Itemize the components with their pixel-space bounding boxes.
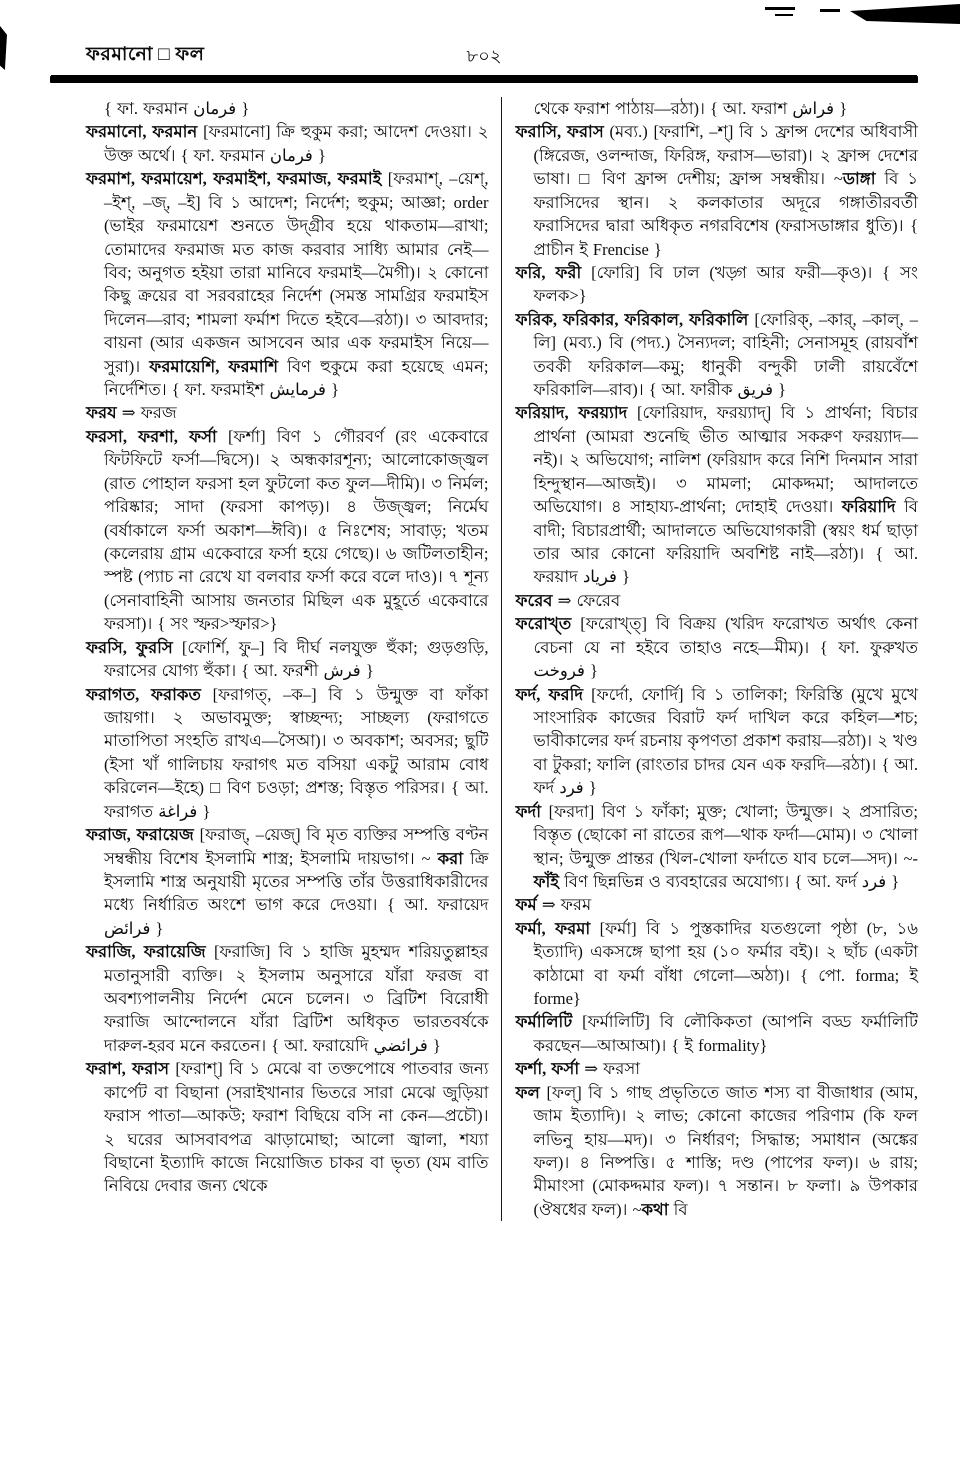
dictionary-entry (86, 683, 489, 824)
dictionary-entry (516, 589, 919, 612)
entry-text: (মব্য.) [ফরাশি, –শ্] বি ১ ফ্রান্স দেশের অধিবাসী (ঙ্গিরেজ, ওলন্দাজ, ফিরিঙ্গ, ফরাস—ভারা)। ২ ফ্রান্স দেশের ভাষা। □ বিণ ফ্রান্স দেশীয়; ফ্রান্স সম্বন্ধীয়। ~ (533, 122, 919, 189)
headword: ফরাজি, ফরায়েজি (86, 942, 206, 962)
headword: ফর্দ, ফরদি (515, 684, 584, 704)
entry-text: বি বাদী; বিচারপ্রার্থী; আদালতে অভিযোগকারী (স্বয়ং ধর্ম ছাড়া তার আর কোনো ফরিয়াদি অবশিষ্ট নাই—রঠা)। { আ. ফরয়াদ فرياد } (533, 497, 918, 587)
entry-text: ক্রি ইসলামি শাস্ত্র অনুযায়ী মৃতের সম্পত্তি তাঁর উত্তরাধিকারীদের মধ্যে নির্ধারিত অংশে ভাগ করে দেওয়া। { আ. ফরায়েদ فرائض } (104, 848, 489, 938)
page-header (50, 40, 918, 74)
dictionary-entry (86, 120, 489, 167)
dictionary-entry (516, 683, 919, 800)
headword: ফরমায়েশি, ফরমাশি (149, 356, 278, 376)
dictionary-entry (86, 401, 489, 424)
dictionary-entry (516, 1081, 919, 1222)
guide-word: ফরমানো □ ফল (86, 44, 205, 65)
entry-text: ⇒ ফরজ (116, 403, 177, 423)
dictionary-entry (86, 425, 489, 636)
entry-text: [ফরাগত্, –ক–] বি ১ উন্মুক্ত বা ফাঁকা জায়গা। ২ অভাবমুক্ত; স্বাচ্ছন্দ্য; সাচ্ছল্য (ফরাগতে মাতাপিতা সংহতি রাখএ—সৈআ)। ৩ অবকাশ; অবসর; ছুটি (ইসা খাঁ গালিচায় ফরাগৎ মত বসিয়া একটু আরাম বোধ করিলেন—ইহে) □ বিণ চওড়া; প্রশস্ত; বিস্তৃত পরিসর। { আ. ফরাগত فراغة } (104, 684, 489, 821)
entry-text: [ফর্দো, ফোর্দি] বি ১ তালিকা; ফিরিস্তি (মুখে মুখে সাংসারিক কাজের বিরাট ফর্দ দাখিল করে কহিল—শচ; ভাবীকালের ফর্দ রচনায় কৃপণতা প্রকাশ করায়—রঠা)। ২ খণ্ড বা টুকরা; ফালি (রাংতার চাদর যেন এক ফরদি—রঠা)। { আ. ফর্দ فرد } (533, 684, 918, 798)
headword: ফরমানো, ফরমান (86, 122, 198, 142)
headword: ফর্মালিটি (515, 1012, 573, 1032)
dictionary-entry (516, 308, 919, 402)
entry-text: [ফরমাশ্, –য়েশ্, –ইশ্, –জ্, –ই] বি ১ আদেশ; নির্দেশ; হুকুম; আজ্ঞা; order (ভাইর ফরমায়েশ শুনতে উদ্‌গ্রীব হয়ে থাকতাম—রাখা; তোমাদের ফরমাজ মত কাজ করবার সাধ্যি আমার নেই—বিব; অনুগত হইয়া তারা মানিবে ফরমাই—মৈগী)। ২ কোনো কিছু ক্রয়ের বা সরবরাহের নির্দেশ (সমস্ত সামগ্রির ফরমাইস দিলেন—রাব; শামলা ফর্মাশ দিতে হইবে—রঠা)। ৩ আবদার; বায়না (আর একজন আসবেন আর এক ফরমাইস নিয়ে—সুরা)। (104, 169, 489, 376)
entry-continuation (516, 97, 919, 120)
entry-text: [ফল্] বি ১ গাছ প্রভৃতিতে জাত শস্য বা বীজাধার (আম, জাম ইত্যাদি)। ২ লাভ; কোনো কাজের পরিণাম (কি ফল লভিনু হায়—মদ)। ৩ নির্ধারণ; সিদ্ধান্ত; সমাধান (অঙ্কের ফল)। ৪ নিষ্পত্তি। ৫ শাস্তি; দণ্ড (পাপের ফল)। ৬ রায়; মীমাংসা (মোকদ্দমার ফল)। ৭ সন্তান। ৮ ফলা। ৯ উপকার (ঔষধের ফল)। ~ (533, 1082, 918, 1219)
dictionary-entry (516, 893, 919, 916)
entry-text: [ফর্মালিটি] বি লৌকিকতা (আপনি বড্ড ফর্মালিটি করছেন—আআআ)। { ই formality} (533, 1012, 918, 1055)
dictionary-entry (86, 167, 489, 401)
headword: ফরাসি, ফরাস (515, 122, 604, 142)
headword: ফরাগত, ফরাকত (86, 684, 201, 704)
headword: ফরমাশ, ফরমায়েশ, ফরমাইশ, ফরমাজ, ফরমাই (86, 169, 382, 189)
dictionary-entry (516, 800, 919, 894)
left-column (50, 97, 501, 1221)
entry-text: [ফরাজি] বি ১ হাজি মুহম্মদ শরিয়তুল্লাহর মতানুসারী ব্যক্তি। ২ ইসলাম অনুসারে যাঁরা ফরজ বা অবশ্যপালনীয় নির্দেশ মেনে চলেন। ৩ ব্রিটিশ বিরোধী ফরাজি আন্দোলনে যাঁরা ব্রিটিশ অধিকৃত ভারতবর্ষকে দারুল-হরব মনে করতেন। { আ. ফরায়েদি فرائضي } (104, 942, 489, 1055)
entry-text: { ফা. ফরমান فرمان } (104, 99, 250, 118)
entry-text: বিণ ছিন্নভিন্ন ও ব্যবহারের অযোগ্য। { আ. ফর্দ فرد } (558, 871, 900, 891)
entry-text: ⇒ ফরসা (579, 1059, 641, 1079)
headword: ফরাশ, ফরাস (86, 1059, 170, 1079)
entry-text: [ফরোখ্ত্] বি বিক্রয় (খরিদ ফরোখত অর্থাৎ কেনা বেচনা যে না হইবে তাহাও নহে—মীম)। { ফা. ফুরুখত فروخت } (533, 614, 918, 681)
entry-text: [ফরাশ্] বি ১ মেঝে বা তক্তপোষে পাতবার জন্য কার্পেট বা বিছানা (সরাইখানার ভিতরে সারা মেঝে জুড়িয়া ফরাস পাতা—আকউ; ফরাশ বিছিয়ে বসি না কেন—প্রচৌ)। ২ ঘরের আসবাবপত্র ঝাড়ামোছা; আলো জ্বালা, শয্যা বিছানো ইত্যাদি কাজে নিয়োজিত চাকর বা ভৃত্য (যম বাতি নিবিয়ে দেবার জন্য থেকে (104, 1059, 489, 1196)
dictionary-entry (516, 917, 919, 1011)
dictionary-entry (516, 261, 919, 308)
headword: ফরয (86, 403, 117, 423)
headword: ফরিক, ফরিকার, ফরিকাল, ফরিকালি (515, 309, 749, 329)
scan-artifact-dashes (765, 5, 845, 17)
dictionary-page (50, 40, 918, 1221)
headword: ফর্শা, ফর্সা (515, 1059, 580, 1079)
entry-text: [ফর্মা] বি ১ পুস্তকাদির যতগুলো পৃষ্ঠা (৮, ১৬ ইত্যাদি) একসঙ্গে ছাপা হয় (১০ ফর্মার বই)। ২ ছাঁচ (একটা কাঠামো বা ফর্মা বাঁধা গেলো—অঠা)। { পো. forma; ই forme} (533, 918, 918, 1009)
headword: ডাঙ্গা (842, 169, 876, 189)
headword: ফর্ম (515, 895, 537, 915)
dictionary-entry (516, 120, 919, 261)
entry-text: [ফোর্শি, ফু–] বি দীর্ঘ নলযুক্ত হুঁকা; গুড়গুড়ি, ফরাসের যোগ্য হুঁকা। { আ. ফরশী فرش } (104, 637, 489, 681)
headword: ফরসা, ফরশা, ফর্সা (86, 426, 217, 446)
headword: ফরি, ফরী (515, 262, 582, 282)
dictionary-entry (516, 612, 919, 682)
entry-text: ⇒ ফেরেব (552, 590, 621, 610)
dictionary-entry (86, 940, 489, 1057)
headword: করা (437, 848, 463, 868)
header-rule (50, 76, 918, 83)
headword: কথা (641, 1199, 669, 1219)
entry-text: [ফর্শা] বিণ ১ গৌরবর্ণ (রং একেবারে ফিটফিটে ফর্সা—দ্বিসে)। ২ অন্ধকারশূন্য; আলোকোজ্জ্বল (রাত পোহাল ফরসা হল ফুটলো কত ফুল—দীমি)। ৩ নির্মল; পরিষ্কার; সাদা (ফরসা কাপড়)। ৪ উজ্জ্বল; নির্মেঘ (বর্ষাকালে ফর্সা অকাশ—ঈবি)। ৫ নিঃশেষ; সাবাড়; খতম (কলেরায় গ্রাম একেবারে ফর্সা হয়ে গেছে)। ৬ জটিলতাহীন; স্পষ্ট (প্যাচ না রেখে যা বলবার ফর্সা করে বলে দাও)। ৭ শূন্য (সেনাবাহিনী আসায় জনতার মিছিল এক মুহূর্তে একেবারে ফরসা)। { সং স্ফর>স্ফার>} (104, 426, 489, 634)
headword: ফরসি, ফুরসি (86, 637, 173, 657)
entry-continuation (86, 97, 489, 120)
text-columns (50, 97, 918, 1221)
entry-text: ⇒ ফরম (536, 895, 592, 915)
headword: ফর্মা, ফরমা (515, 918, 591, 938)
dictionary-entry (86, 1057, 489, 1198)
entry-text: [ফরাজ্, –য়েজ্] বি মৃত ব্যক্তির সম্পত্তি বণ্টন সম্বন্ধীয় বিশেষ ইসলামি শাস্ত্র; ইসলামি দায়ভাগ। ~ (104, 825, 489, 868)
entry-text: [ফরমানো] ক্রি হুকুম করা; আদেশ দেওয়া। ২ উক্ত অর্থে। { ফা. ফরমান فرمان } (104, 122, 489, 165)
entry-text: বি (668, 1199, 688, 1219)
entry-text: [ফোরি] বি ঢাল (খড়্গ আর ফরী—কৃও)। { সং ফলক>} (533, 262, 918, 306)
right-column (501, 97, 919, 1221)
entry-text: [ফরদা] বিণ ১ ফাঁকা; মুক্ত; খোলা; উন্মুক্ত। ২ প্রসারিত; বিস্তৃত (ছোকো না রাতের রূপ—থাক ফর্দা—মোম)। ৩ খোলা স্থান; উন্মুক্ত প্রান্তর (খিল-খোলা ফর্দাতে যাব চলে—সদ)। ~- (533, 801, 918, 868)
headword: ফল (515, 1082, 540, 1102)
headword: ফর্দা (515, 801, 542, 821)
headword: ফরেব (515, 590, 553, 610)
dictionary-entry (86, 823, 489, 940)
dictionary-entry (516, 401, 919, 588)
headword: ফাঁই (533, 871, 559, 891)
page-number: ৮০২ (466, 46, 502, 66)
entry-text: বিণ হুকুমে করা হয়েছে এমন; নির্দেশিত। { ফা. ফরমাইশ فرمايش } (104, 356, 489, 400)
scan-artifact-top-right (850, 4, 960, 24)
dictionary-entry (86, 636, 489, 683)
entry-text: থেকে ফরাশ পাঠায়—রঠা)। { আ. ফরাশ فراش } (533, 99, 848, 118)
entry-text: বি ১ ফরাসিদের স্থান। ২ কলকাতার অদূরে গঙ্গাতীরবর্তী ফরাসিদের দ্বারা অধিকৃত নগরবিশেষ (ফরাসডাঙ্গার ধুতি)। { প্রাচীন ই Frencise } (533, 169, 918, 259)
scan-artifact-left-edge (0, 26, 7, 70)
headword: ফরোখ্ত (515, 614, 572, 634)
headword: ফরিয়াদি (841, 497, 896, 517)
dictionary-entry (516, 1057, 919, 1080)
headword: ফরাজ, ফরায়েজ (86, 825, 194, 845)
entry-text: [ফোরিক্, –কার্, –কাল্, –লি] (মব্য.) বি (পদ্য.) সৈন্যদল; বাহিনী; সেনাসমূহ (রায়বাঁশ তবকী ফরিকাল—কমু; ধানুকী বন্দুকী ঢালী রায়বেঁশে ফরিকালি—রাব)। { আ. ফারীক فريق } (533, 309, 918, 400)
headword: ফরিয়াদ, ফরয়্যাদ (515, 403, 628, 423)
entry-text: [ফোরিয়াদ, ফরয়্যাদ্] বি ১ প্রার্থনা; বিচার প্রার্থনা (আমরা শুনেছি ভীত আত্মার সকরুণ ফরয়্যাদ—নই)। ২ অভিযোগ; নালিশ (ফরিয়াদ করে নিশি দিনমান সারা হিন্দুস্থান—আজই)। ৩ মামলা; মোকদ্দমা; আদালতে অভিযোগ। ৪ সাহায্য-প্রার্থনা; দোহাই দেওয়া। (533, 403, 918, 517)
dictionary-entry (516, 1010, 919, 1057)
